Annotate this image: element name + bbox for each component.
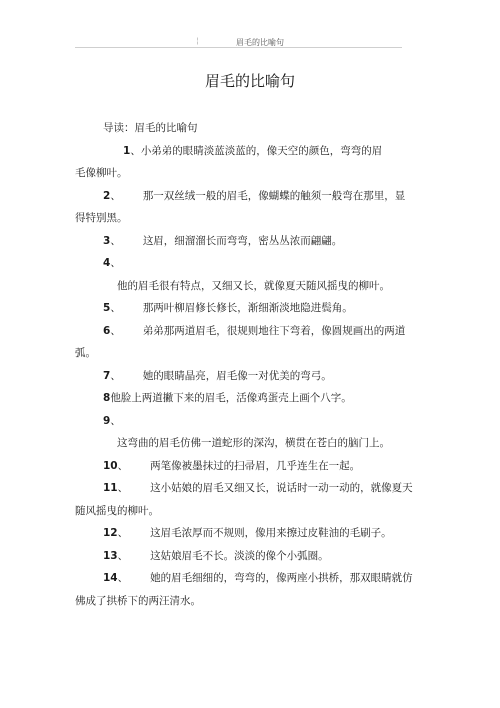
- item-sep: 、: [117, 549, 129, 562]
- item-number: 12: [103, 527, 118, 539]
- item-sep: 、: [110, 302, 121, 314]
- item-14: [75, 567, 413, 590]
- item-text: 这眉毛浓厚而不规则，像用来擦过皮鞋油的毛刷子。: [150, 527, 392, 539]
- item-14-cont: 佛成了拱桥下的两汪清水。: [75, 594, 201, 607]
- item-9: [75, 410, 401, 433]
- intro-line: 导读：眉毛的比喻句: [103, 122, 198, 134]
- item-11-cont: 随风摇曳的柳叶。: [75, 504, 159, 517]
- item-number: 2: [103, 189, 111, 202]
- item-10: [75, 455, 401, 478]
- item-sep: 、: [110, 369, 121, 382]
- item-sep: 、: [110, 234, 121, 247]
- item-sep: 、: [130, 144, 141, 157]
- item-1-cont: 毛像柳叶。: [75, 167, 128, 179]
- item-sep: 、: [110, 257, 121, 269]
- item-4: [75, 252, 401, 275]
- item-number: 4: [103, 257, 111, 269]
- item-number: 10: [103, 459, 118, 472]
- page-header: [0, 36, 500, 48]
- item-text: 那两叶柳眉修长修长，渐细渐淡地隐进鬓角。: [142, 302, 353, 314]
- item-2-cont: 得特别黑。: [75, 212, 128, 224]
- item-13: [75, 545, 401, 568]
- item-number: 9: [103, 414, 111, 427]
- item-text: 那一双丝绒一般的眉毛，像蝴蝶的触须一般弯在那里，显: [142, 189, 406, 202]
- item-1: [75, 140, 401, 163]
- item-sep: 、: [117, 459, 129, 472]
- item-number: 3: [103, 234, 111, 247]
- item-12: [75, 522, 401, 545]
- item-5: [75, 297, 401, 320]
- item-6: [75, 320, 406, 343]
- item-text: 两笔像被墨抹过的扫帚眉，几乎连生在一起。: [150, 459, 361, 472]
- document-title: 眉毛的比喻句: [204, 72, 295, 90]
- item-7: [75, 365, 401, 388]
- header-marks: ¦: [196, 36, 199, 45]
- item-number: 13: [103, 549, 118, 562]
- item-text: 这姑娘眉毛不长。淡淡的像个小弧圈。: [150, 549, 329, 562]
- item-number: 14: [103, 572, 118, 584]
- item-number: 6: [103, 324, 111, 337]
- item-number: 5: [103, 302, 111, 314]
- item-text: 弟弟那两道眉毛，很规则地往下弯着，像圆规画出的两道: [142, 324, 406, 337]
- document-body: [75, 117, 413, 612]
- item-number: 8: [103, 392, 111, 404]
- item-text: 小弟弟的眼睛淡蓝淡蓝的，像天空的颜色，弯弯的眉: [140, 144, 383, 157]
- item-sep: 、: [110, 324, 121, 337]
- item-sep: 、: [117, 482, 129, 494]
- item-2: [75, 185, 406, 208]
- item-sep: 、: [117, 527, 129, 539]
- item-11: [75, 477, 413, 500]
- item-9-cont: 这弯曲的眉毛仿佛一道蛇形的深沟，横贯在苍白的脑门上。: [117, 437, 390, 449]
- header-title: 眉毛的比喻句: [236, 38, 284, 47]
- header-rule: [75, 47, 402, 48]
- item-text: 这眉，细溜溜长而弯弯，密丛丛浓而翩翩。: [142, 234, 343, 247]
- item-8: [75, 387, 401, 410]
- item-sep: 、: [110, 189, 121, 202]
- item-text: 这小姑娘的眉毛又细又长，说话时一动一动的，就像夏天: [150, 482, 413, 494]
- item-sep: 、: [117, 572, 129, 584]
- item-sep: 、: [110, 414, 121, 427]
- item-text: 她的眼睛晶亮，眉毛像一对优美的弯弓。: [142, 369, 332, 382]
- item-text: 他脸上两道撇下来的眉毛，活像鸡蛋壳上画个八字。: [110, 392, 352, 404]
- item-6-cont: 弧。: [75, 347, 96, 359]
- item-number: 11: [103, 482, 118, 494]
- item-number: 1: [123, 144, 131, 157]
- item-4-cont: 他的眉毛很有特点，又细又长，就像夏天随风摇曳的柳叶。: [117, 279, 390, 292]
- item-number: 7: [103, 369, 111, 382]
- item-3: [75, 230, 401, 253]
- item-text: 她的眉毛细细的，弯弯的，像两座小拱桥，那双眼睛就仿: [150, 572, 413, 584]
